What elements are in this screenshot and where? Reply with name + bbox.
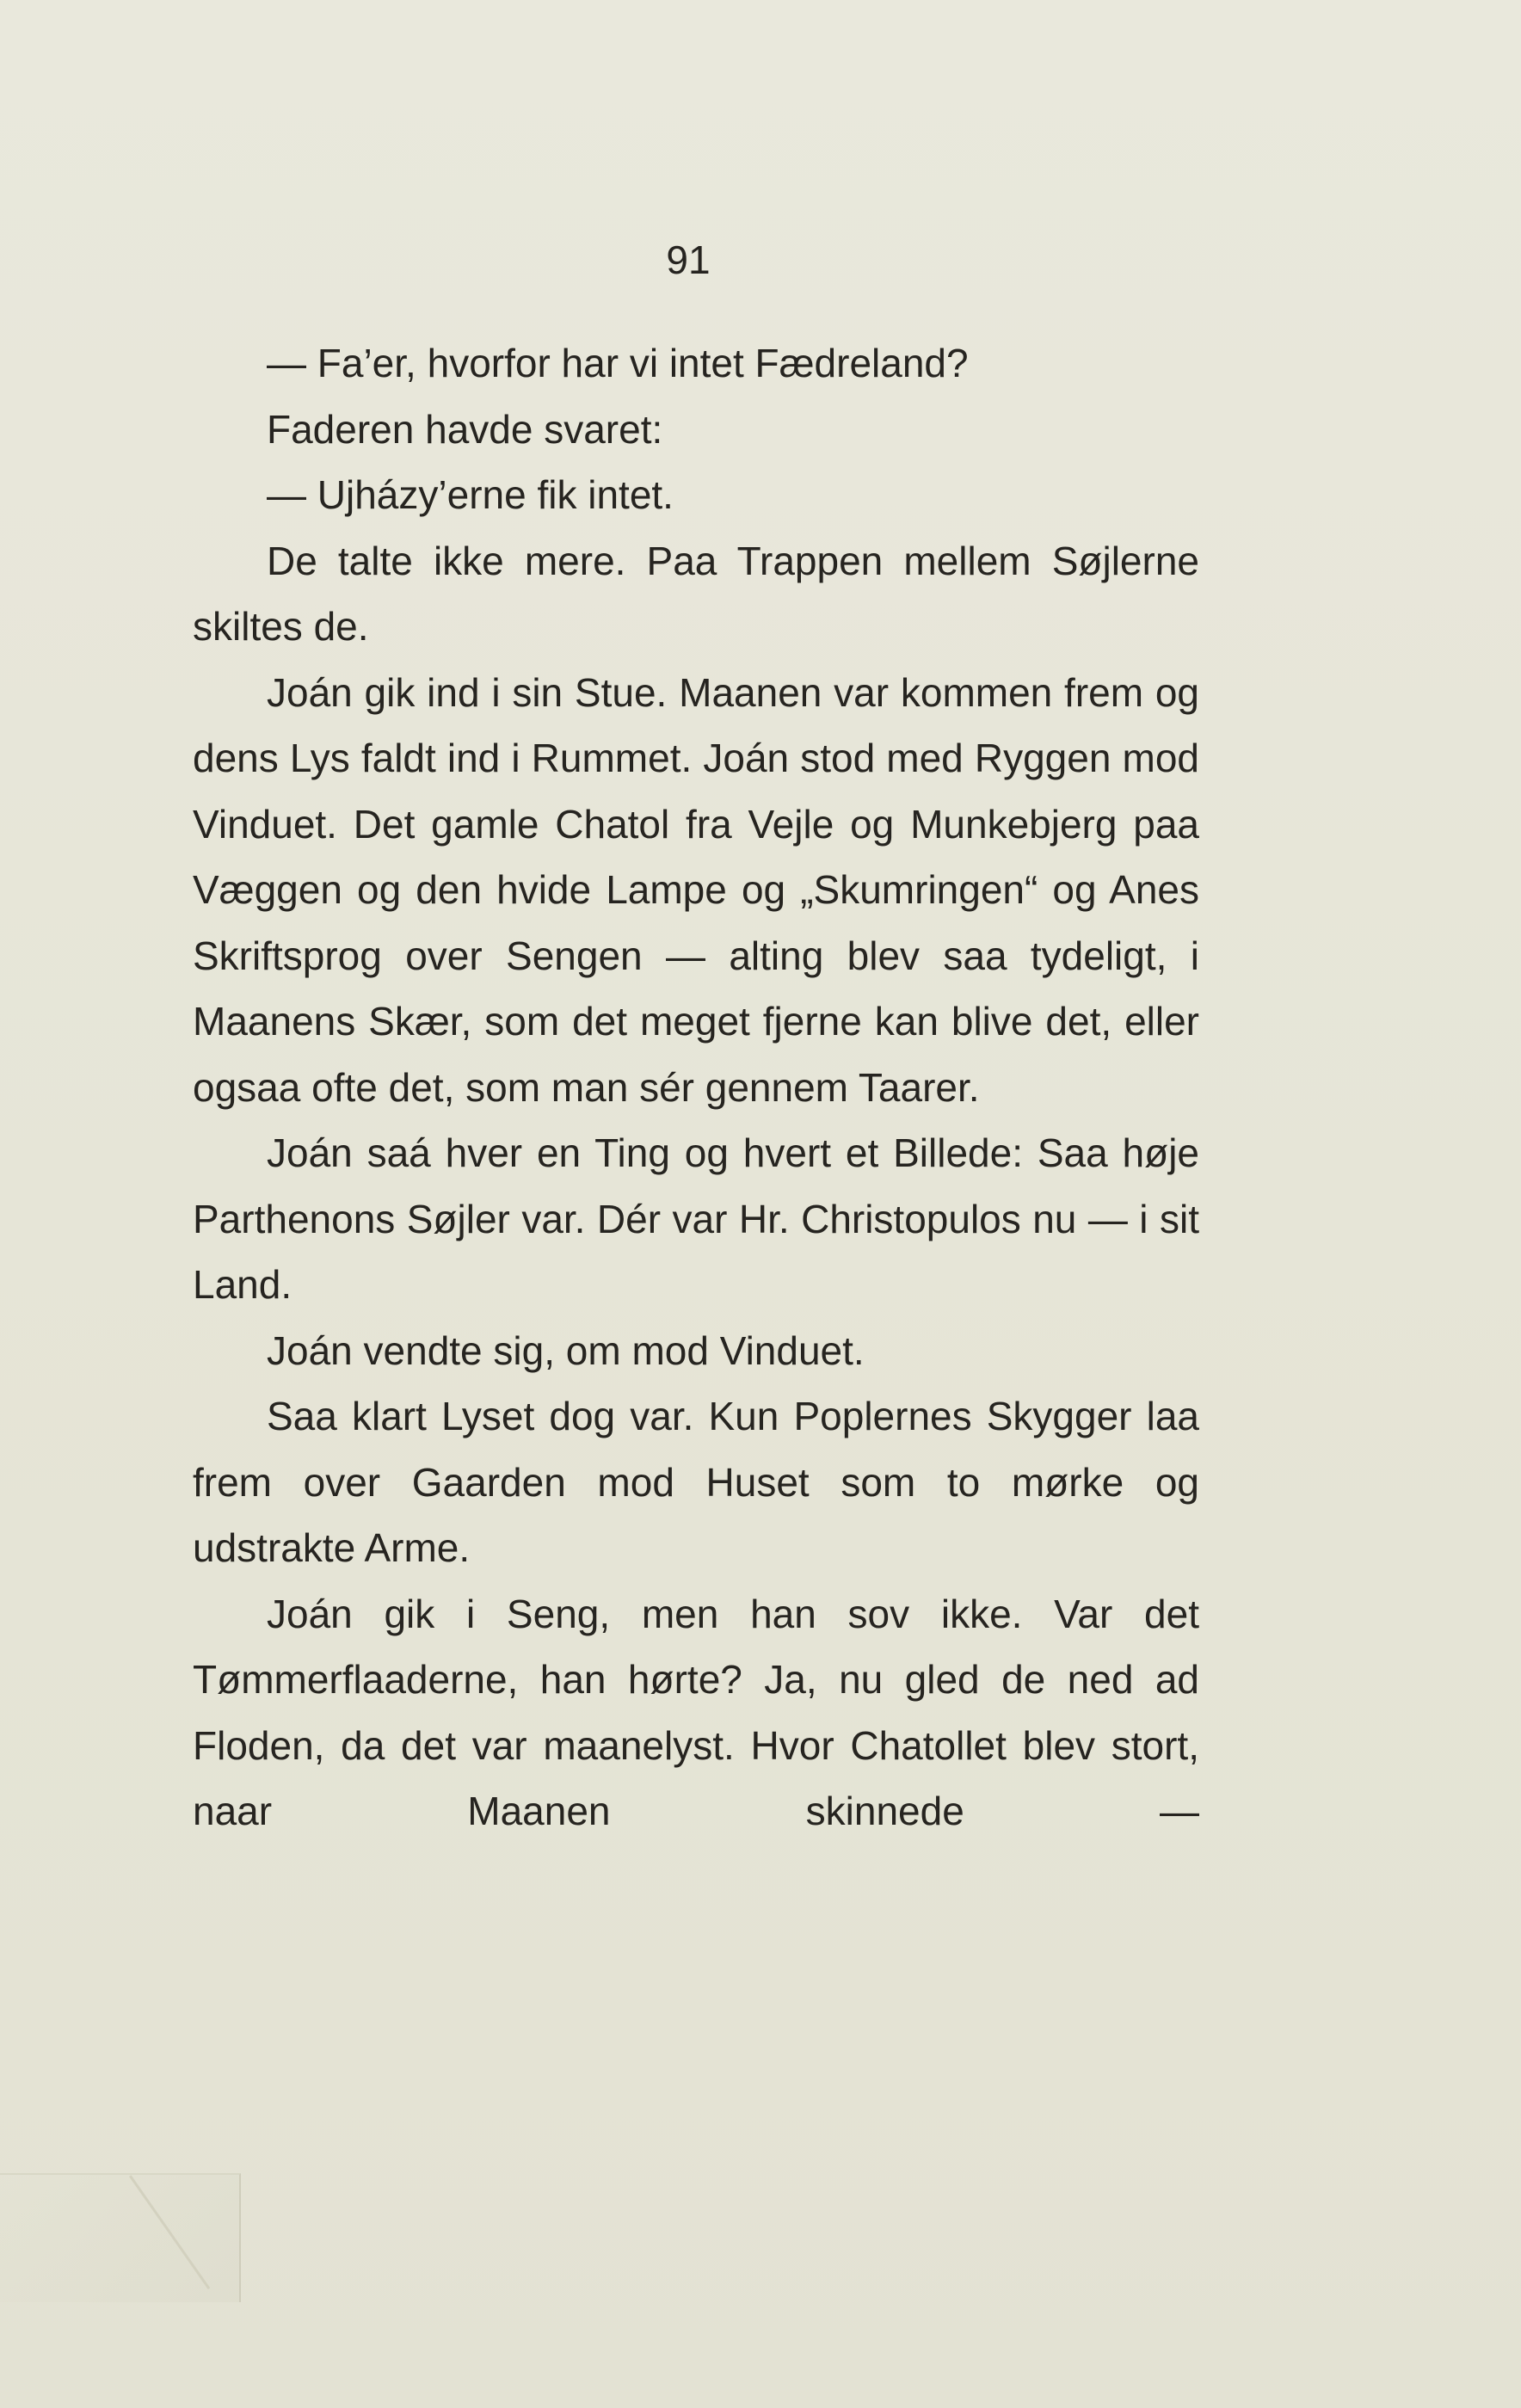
paragraph-4: De talte ikke mere. Paa Trappen mellem Søjlerne skiltes de.: [193, 538, 1199, 649]
paragraph-8: Saa klart Lyset dog var. Kun Poplernes Skygger laa frem over Gaarden mod Huset som to mørke og udstrakte Arme.: [193, 1394, 1199, 1570]
paragraph-1: — Fa’er, hvorfor har vi intet Fædreland?: [267, 341, 969, 385]
paragraph-3: — Ujházy’erne fik intet.: [267, 472, 674, 517]
paragraph-5: Joán gik ind i sin Stue. Maanen var kommen frem og dens Lys faldt ind i Rummet. Joán stod med Ryggen mod Vinduet. Det gamle Chatol fra Vejle og Munkebjerg paa Væggen og den hvide Lampe og „Skumringen“ og Anes Skriftsprog over Sengen — alting blev saa tydeligt, i Maanens Skær, som det meget fjerne kan blive det, eller ogsaa ofte det, som man sér gennem Taarer.: [193, 669, 1199, 1110]
paragraph-9: Joán gik i Seng, men han sov ikke. Var det Tømmerflaaderne, han hørte? Ja, nu gled de ned ad Floden, da det var maanelyst. Hvor Chatollet blev stort, naar Maanen skinnede —: [193, 1591, 1199, 1833]
paragraph-2: Faderen havde svaret:: [267, 406, 663, 452]
paragraph-6: Joán saá hver en Ting og hvert et Billede: Saa høje Parthenons Søjler var. Dér var Hr. Christopulos nu — i sit Land.: [193, 1130, 1199, 1307]
body-text: [193, 330, 1199, 1844]
page-number: 91: [666, 237, 711, 282]
paragraph-7: Joán vendte sig, om mod Vinduet.: [267, 1327, 865, 1373]
